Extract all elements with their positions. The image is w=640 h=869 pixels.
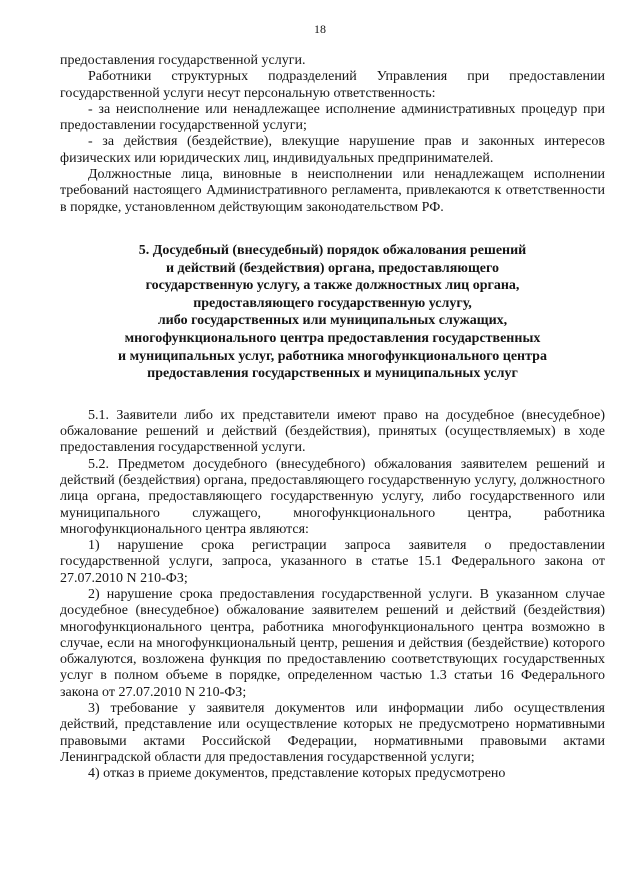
paragraph: 2) нарушение срока предоставления государственной услуги. В указанном случае досудебное (внесудебное) обжалование заявителем решений и действий (бездействия) многофункционального центра, работника многофункционального центра возможно в случае, если на многофункциональный центр, решения и действия (бездействие) которого обжалуются, возложена функция по предоставлению соответствующих государственных услуг в полном объеме в порядке, определенном частью 1.3 статьи 16 Федерального закона от 27.07.2010 N 210-ФЗ;: [60, 586, 605, 700]
paragraph: Работники структурных подразделений Управления при предоставлении государственной услуги несут персональную ответственность:: [60, 69, 605, 101]
document-body: [60, 53, 605, 783]
section-heading-line: многофункционального центра предоставления государственных: [124, 330, 541, 346]
paragraph: Должностные лица, виновные в неисполнении или ненадлежащем исполнении требований настоящего Административного регламента, привлекаются к ответственности в порядке, установленном действующим законодательством РФ.: [60, 167, 605, 215]
paragraphs-before-heading: [60, 53, 605, 216]
section-heading-line: и действий (бездействия) органа, предоставляющего: [165, 260, 500, 276]
section-heading-line: 5. Досудебный (внесудебный) порядок обжалования решений: [138, 242, 527, 258]
paragraph: - за действия (бездействие), влекущие нарушение прав и законных интересов физических или юридических лиц, индивидуальных предпринимателей.: [60, 134, 605, 166]
section-heading-line: государственную услугу, а также должностных лиц органа,: [145, 278, 520, 294]
page-number: 18: [314, 22, 326, 36]
paragraph: 5.1. Заявители либо их представители имеют право на досудебное (внесудебное) обжалование решений и действий (бездействия), принятых (осуществляемых) в ходе предоставления государственной услуги.: [60, 407, 605, 456]
paragraph: предоставления государственной услуги.: [60, 53, 306, 68]
section-heading: [60, 242, 605, 383]
section-heading-line: предоставляющего государственную услугу,: [193, 295, 472, 311]
paragraph: 3) требование у заявителя документов или информации либо осуществления действий, представление или осуществление которых не предусмотрено нормативными правовыми актами Российской Федерации, нормативными правовыми актами Ленинградской области для предоставления государственной услуги;: [60, 701, 605, 765]
section-heading-line: либо государственных или муниципальных служащих,: [157, 313, 508, 329]
paragraphs-after-heading: [60, 408, 605, 783]
paragraph: 5.2. Предметом досудебного (внесудебного) обжалования заявителем решений и действий (бездействия) органа, предоставляющего государственную услугу, должностного лица органа, предоставляющего государственную услугу, либо государственного или муниципального служащего, многофункционального центра, работника многофункционального центра являются:: [60, 456, 605, 537]
section-heading-line: и муниципальных услуг, работника многофункционального центра: [118, 348, 547, 364]
section-heading-line: предоставления государственных и муниципальных услуг: [147, 366, 518, 382]
paragraph: - за неисполнение или ненадлежащее исполнение административных процедур при предоставлении государственной услуги;: [60, 101, 605, 134]
paragraph: 4) отказ в приеме документов, представление которых предусмотрено: [88, 766, 506, 782]
paragraph: 1) нарушение срока регистрации запроса заявителя о предоставлении государственной услуги, запроса, указанного в статье 15.1 Федерального закона от 27.07.2010 N 210-ФЗ;: [60, 538, 605, 586]
